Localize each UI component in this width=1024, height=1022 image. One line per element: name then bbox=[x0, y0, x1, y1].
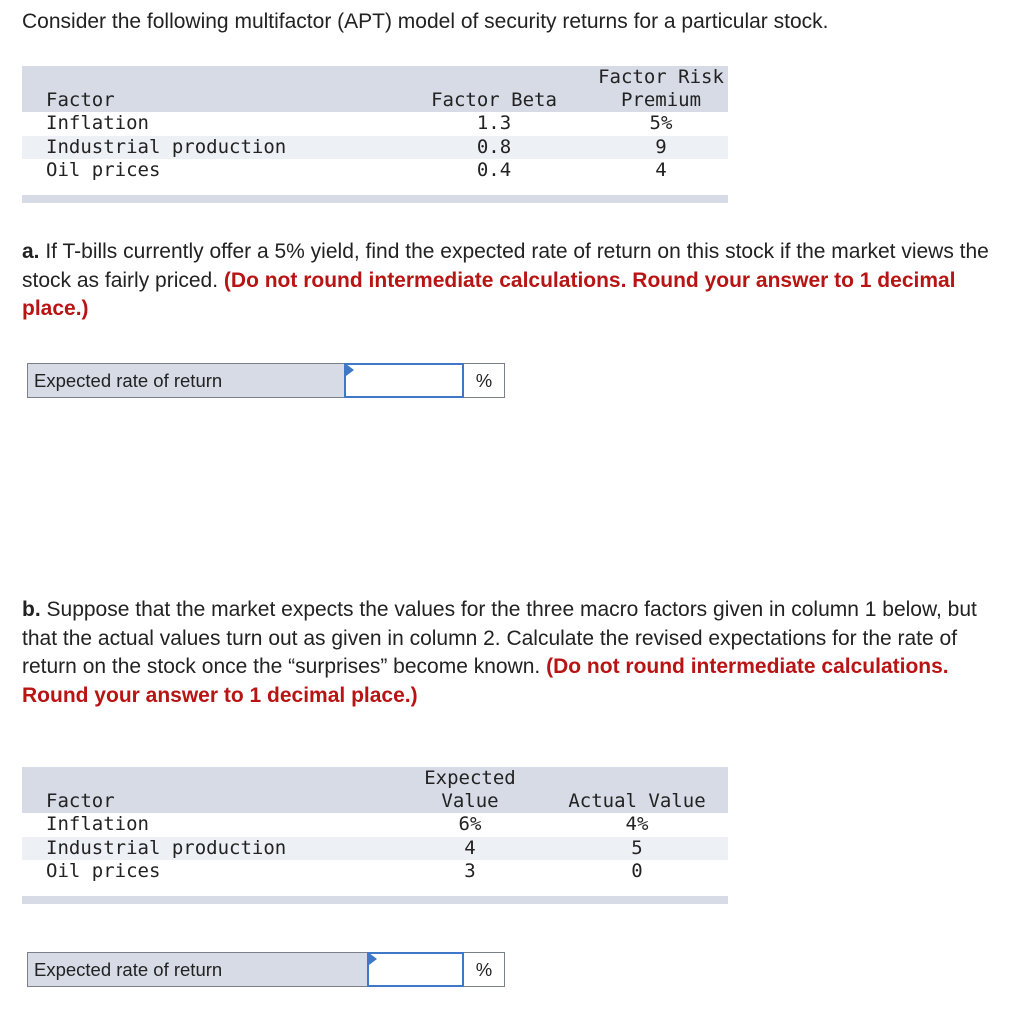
expected-value: 3 bbox=[394, 860, 546, 884]
part-a-answer-label: Expected rate of return bbox=[27, 363, 344, 398]
expected-value: 4 bbox=[394, 837, 546, 861]
part-b-note: (Do not round intermediate calculations. Round your answer to 1 decimal place.) bbox=[22, 655, 949, 707]
part-a-answer-row bbox=[27, 363, 505, 398]
part-b-text: Suppose that the market expects the values for the three macro factors given in column 1 below, but that the actual values turn out as given in column 2. Calculate the revised expectations for the rate of return on the stock once the “surprises” become known. bbox=[22, 598, 977, 678]
part-a-label: a. bbox=[22, 240, 40, 263]
actual-value: 0 bbox=[546, 860, 728, 884]
part-a-question bbox=[22, 238, 1007, 324]
risk-premium: 5% bbox=[594, 112, 728, 136]
factor-name: Oil prices bbox=[22, 159, 394, 183]
part-b-percent-unit: % bbox=[464, 952, 505, 987]
table-row bbox=[22, 159, 728, 183]
header-risk-premium-line1: Factor Risk bbox=[598, 66, 724, 88]
risk-premium: 4 bbox=[594, 159, 728, 183]
header-factor-beta: Factor Beta bbox=[394, 66, 594, 112]
part-b-answer-input[interactable] bbox=[367, 952, 464, 987]
table-row bbox=[22, 112, 728, 136]
header-risk-premium bbox=[594, 66, 728, 112]
actual-value: 5 bbox=[546, 837, 728, 861]
factor-name: Inflation bbox=[22, 112, 394, 136]
macro-factor-table bbox=[22, 767, 728, 904]
factor-beta: 0.4 bbox=[394, 159, 594, 183]
part-a-text: If T-bills currently offer a 5% yield, find the expected rate of return on this stock if the market views the stock as fairly priced. bbox=[22, 240, 989, 292]
table-row bbox=[22, 837, 728, 861]
part-b-label: b. bbox=[22, 598, 41, 621]
header-factor: Factor bbox=[22, 66, 394, 112]
risk-premium: 9 bbox=[594, 136, 728, 160]
factor-name: Industrial production bbox=[22, 136, 394, 160]
header-risk-premium-line2: Premium bbox=[620, 89, 702, 111]
table-row bbox=[22, 813, 728, 837]
factor-beta-table bbox=[22, 66, 728, 203]
part-b-question bbox=[22, 596, 1007, 710]
factor-beta: 0.8 bbox=[394, 136, 594, 160]
factor-name: Inflation bbox=[22, 813, 394, 837]
part-a-note: (Do not round intermediate calculations. Round your answer to 1 decimal place.) bbox=[22, 268, 956, 320]
actual-value: 4% bbox=[546, 813, 728, 837]
part-a-percent-unit: % bbox=[464, 363, 505, 398]
input-flag-icon bbox=[346, 364, 354, 376]
problem-intro: Consider the following multifactor (APT) model of security returns for a particular stock. bbox=[22, 10, 829, 33]
header-actual-value: Actual Value bbox=[546, 767, 728, 813]
table-row bbox=[22, 860, 728, 884]
expected-value: 6% bbox=[394, 813, 546, 837]
header-factor: Factor bbox=[22, 767, 394, 813]
factor-name: Industrial production bbox=[22, 837, 394, 861]
input-flag-icon bbox=[369, 953, 377, 965]
factor-beta: 1.3 bbox=[394, 112, 594, 136]
part-b-answer-row bbox=[27, 952, 505, 987]
header-expected-value bbox=[394, 767, 546, 813]
header-expected-line1: Expected bbox=[424, 767, 516, 789]
table-row bbox=[22, 136, 728, 160]
factor-name: Oil prices bbox=[22, 860, 394, 884]
header-expected-line2: Value bbox=[441, 790, 499, 812]
part-b-answer-label: Expected rate of return bbox=[27, 952, 367, 987]
part-a-answer-input[interactable] bbox=[344, 363, 464, 398]
